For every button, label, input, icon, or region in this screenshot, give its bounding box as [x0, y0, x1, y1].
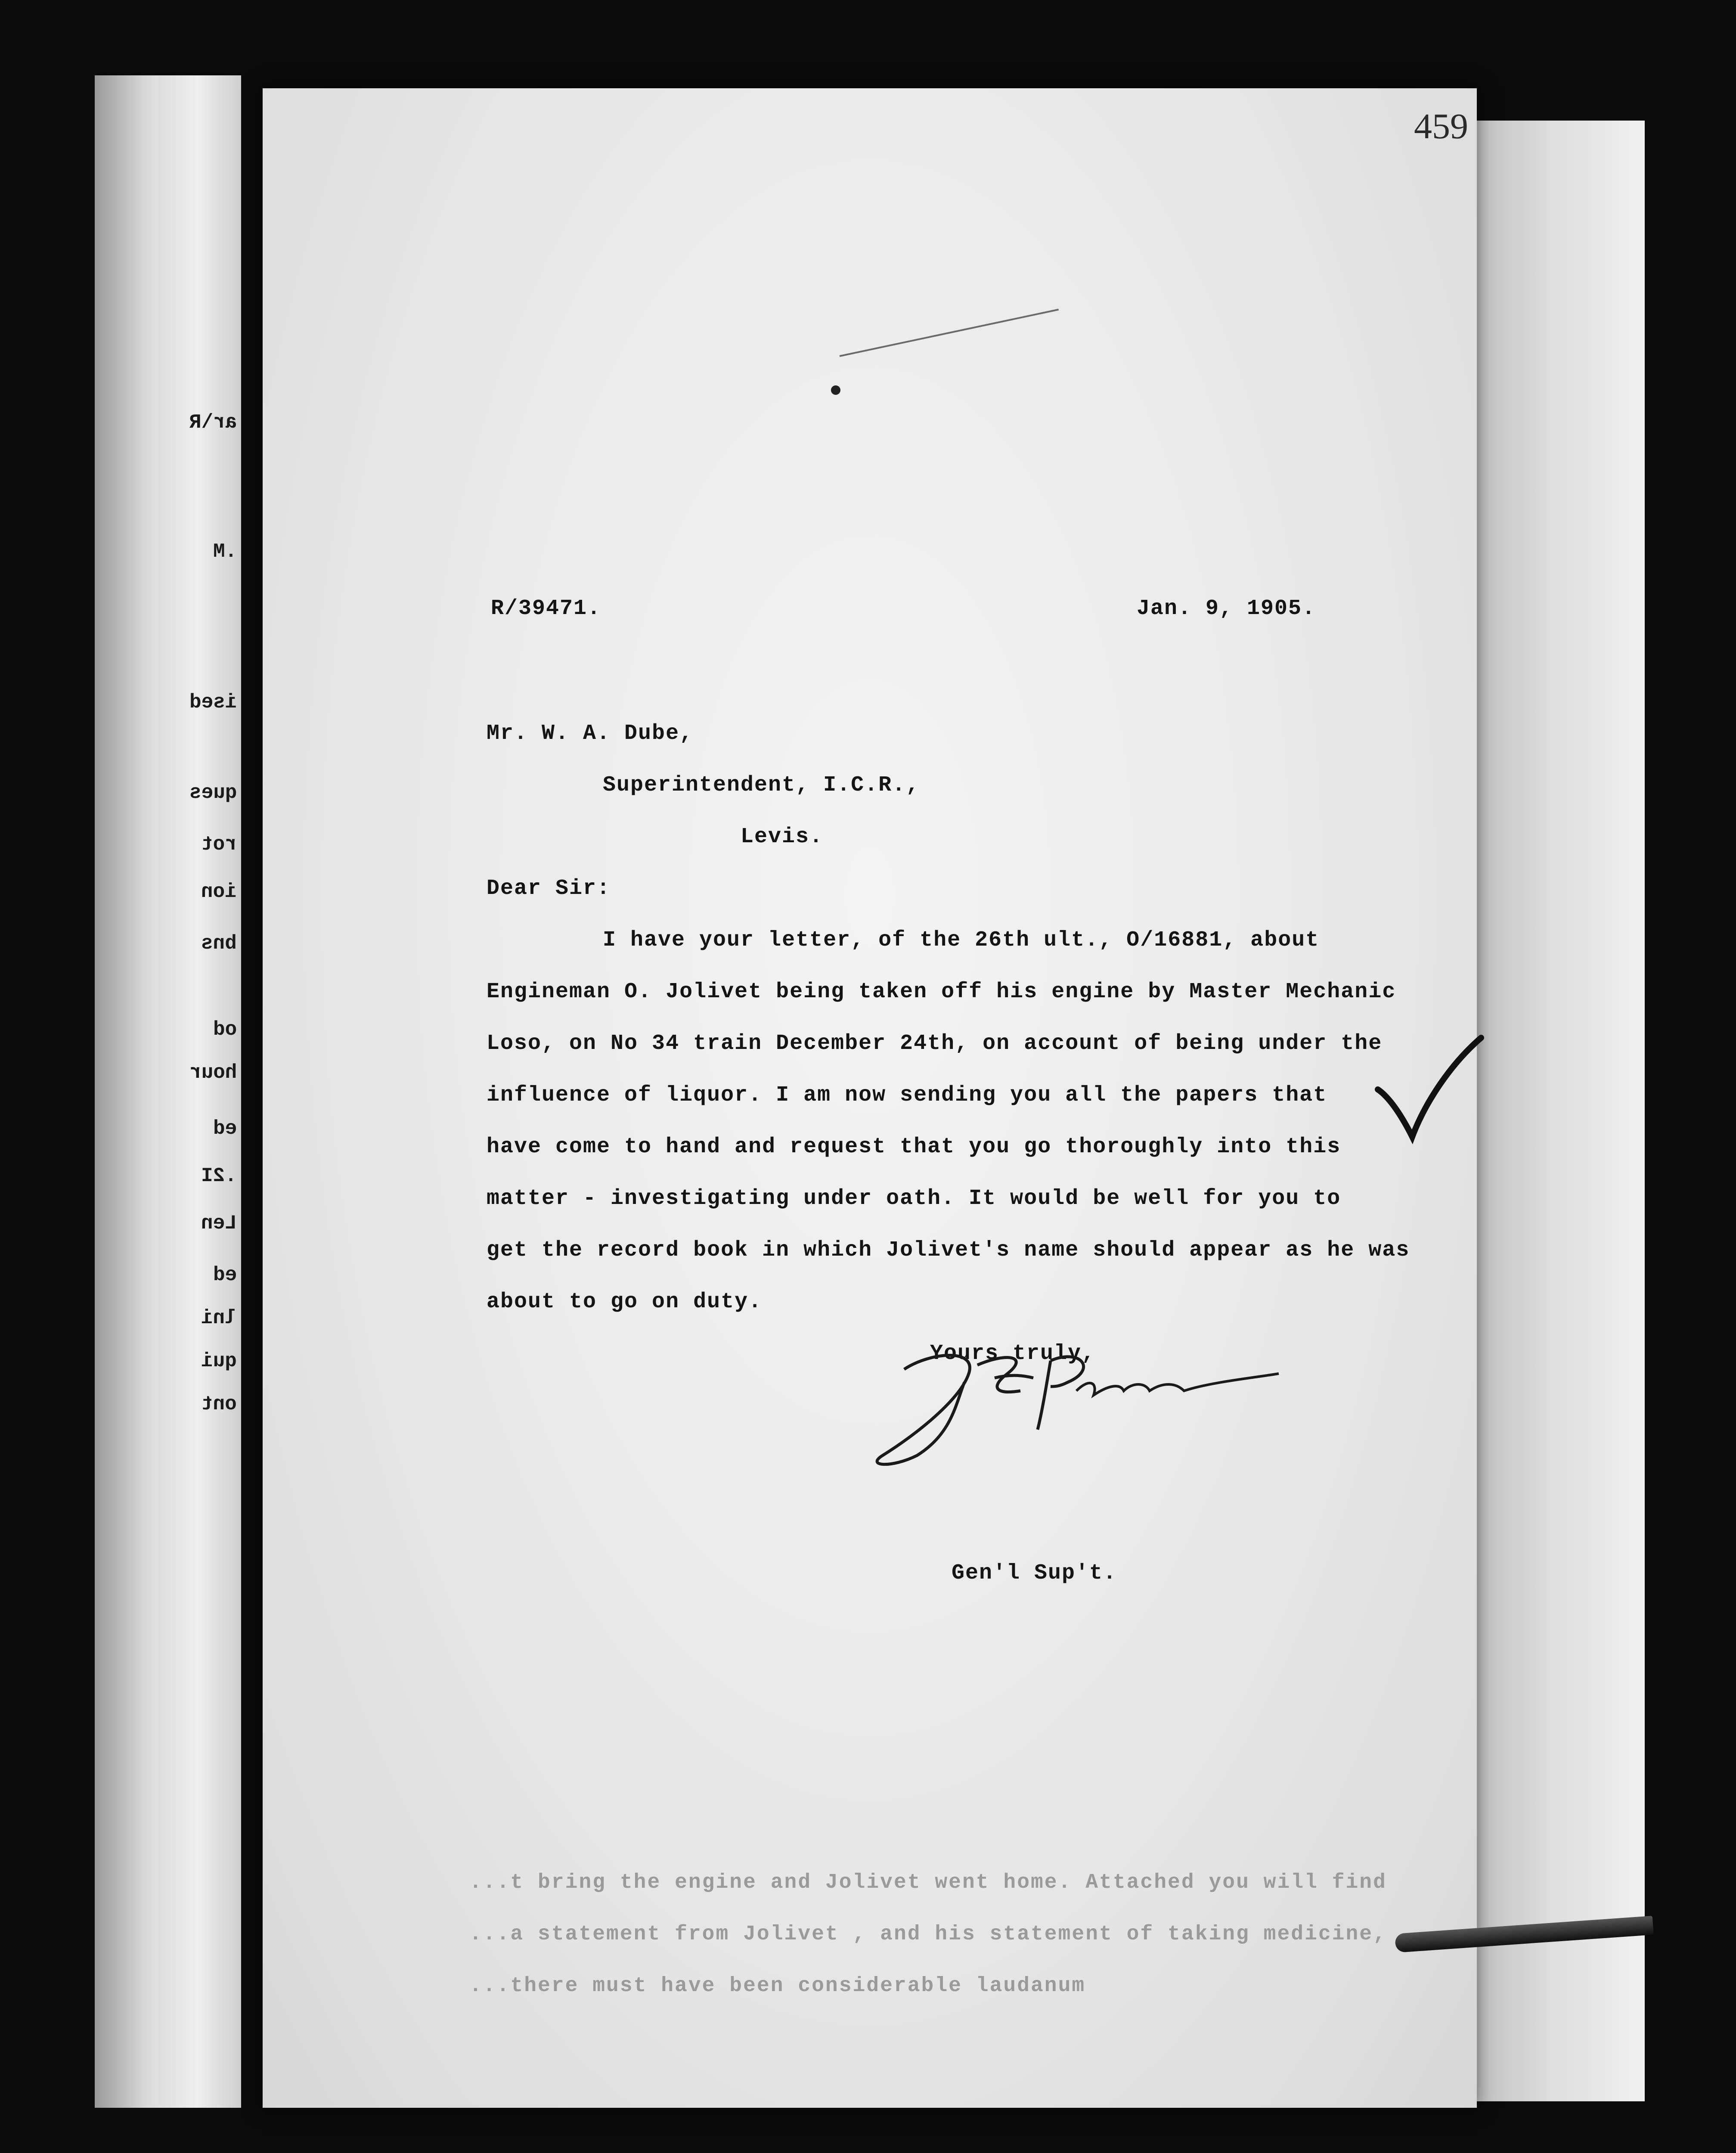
- left-fragment: hour: [189, 1061, 237, 1084]
- letter-page: [263, 88, 1477, 2108]
- body-line: matter - investigating under oath. It would be well for you to: [487, 1186, 1341, 1211]
- left-fragment: ont: [201, 1393, 237, 1415]
- body-line: I have your letter, of the 26th ult., O/16881, about: [603, 928, 1320, 952]
- left-fragment: ion: [201, 881, 237, 903]
- left-fragment: ar\R: [189, 411, 237, 434]
- body-line: get the record book in which Jolivet's name should appear as he was: [487, 1238, 1410, 1263]
- left-fragment: ed: [213, 1264, 237, 1286]
- addressee-name: Mr. W. A. Dube,: [487, 721, 694, 746]
- left-fragment: .M: [213, 540, 237, 563]
- left-fragment: Len: [201, 1212, 237, 1235]
- bleedthrough-line: ...a statement from Jolivet , and his statement of taking medicine,: [469, 1923, 1387, 1946]
- right-page-edge: [1464, 121, 1645, 2101]
- body-line: about to go on duty.: [487, 1290, 763, 1314]
- stray-ink-dot: [831, 385, 840, 395]
- body-line: Engineman O. Jolivet being taken off his engine by Master Mechanic: [487, 980, 1396, 1004]
- signer-title: Gen'l Sup't.: [952, 1561, 1117, 1585]
- addressee-title: Superintendent, I.C.R.,: [603, 773, 920, 797]
- left-fragment: ques: [189, 782, 237, 804]
- stray-pencil-line: [840, 309, 1059, 357]
- body-line: influence of liquor. I am now sending you all the papers that: [487, 1083, 1327, 1108]
- body-line: have come to hand and request that you go thoroughly into this: [487, 1135, 1341, 1159]
- bleedthrough-line: ...there must have been considerable laudanum: [469, 1974, 1086, 1998]
- left-fragment: rot: [201, 833, 237, 856]
- letter-date: Jan. 9, 1905.: [1137, 596, 1316, 621]
- reference-number: R/39471.: [491, 596, 601, 621]
- left-fragment: ed: [213, 1117, 237, 1140]
- handwritten-signature: [865, 1326, 1296, 1481]
- bleedthrough-line: ...t bring the engine and Jolivet went home. Attached you will find: [469, 1871, 1387, 1894]
- left-fragment: .2I: [201, 1165, 237, 1187]
- left-fragment: qui: [201, 1350, 237, 1372]
- body-line: Loso, on No 34 train December 24th, on account of being under the: [487, 1031, 1383, 1056]
- left-fragment: ised: [189, 691, 237, 714]
- salutation: Dear Sir:: [487, 876, 611, 901]
- left-page-edge: [95, 75, 241, 2108]
- left-fragment: od: [213, 1018, 237, 1041]
- closing: Yours truly,: [930, 1341, 1096, 1366]
- left-fragment: bns: [201, 932, 237, 955]
- check-mark-icon: [1373, 1033, 1485, 1145]
- addressee-place: Levis.: [741, 825, 824, 849]
- left-fragment: lni: [201, 1307, 237, 1329]
- folio-number: 459: [1414, 106, 1468, 146]
